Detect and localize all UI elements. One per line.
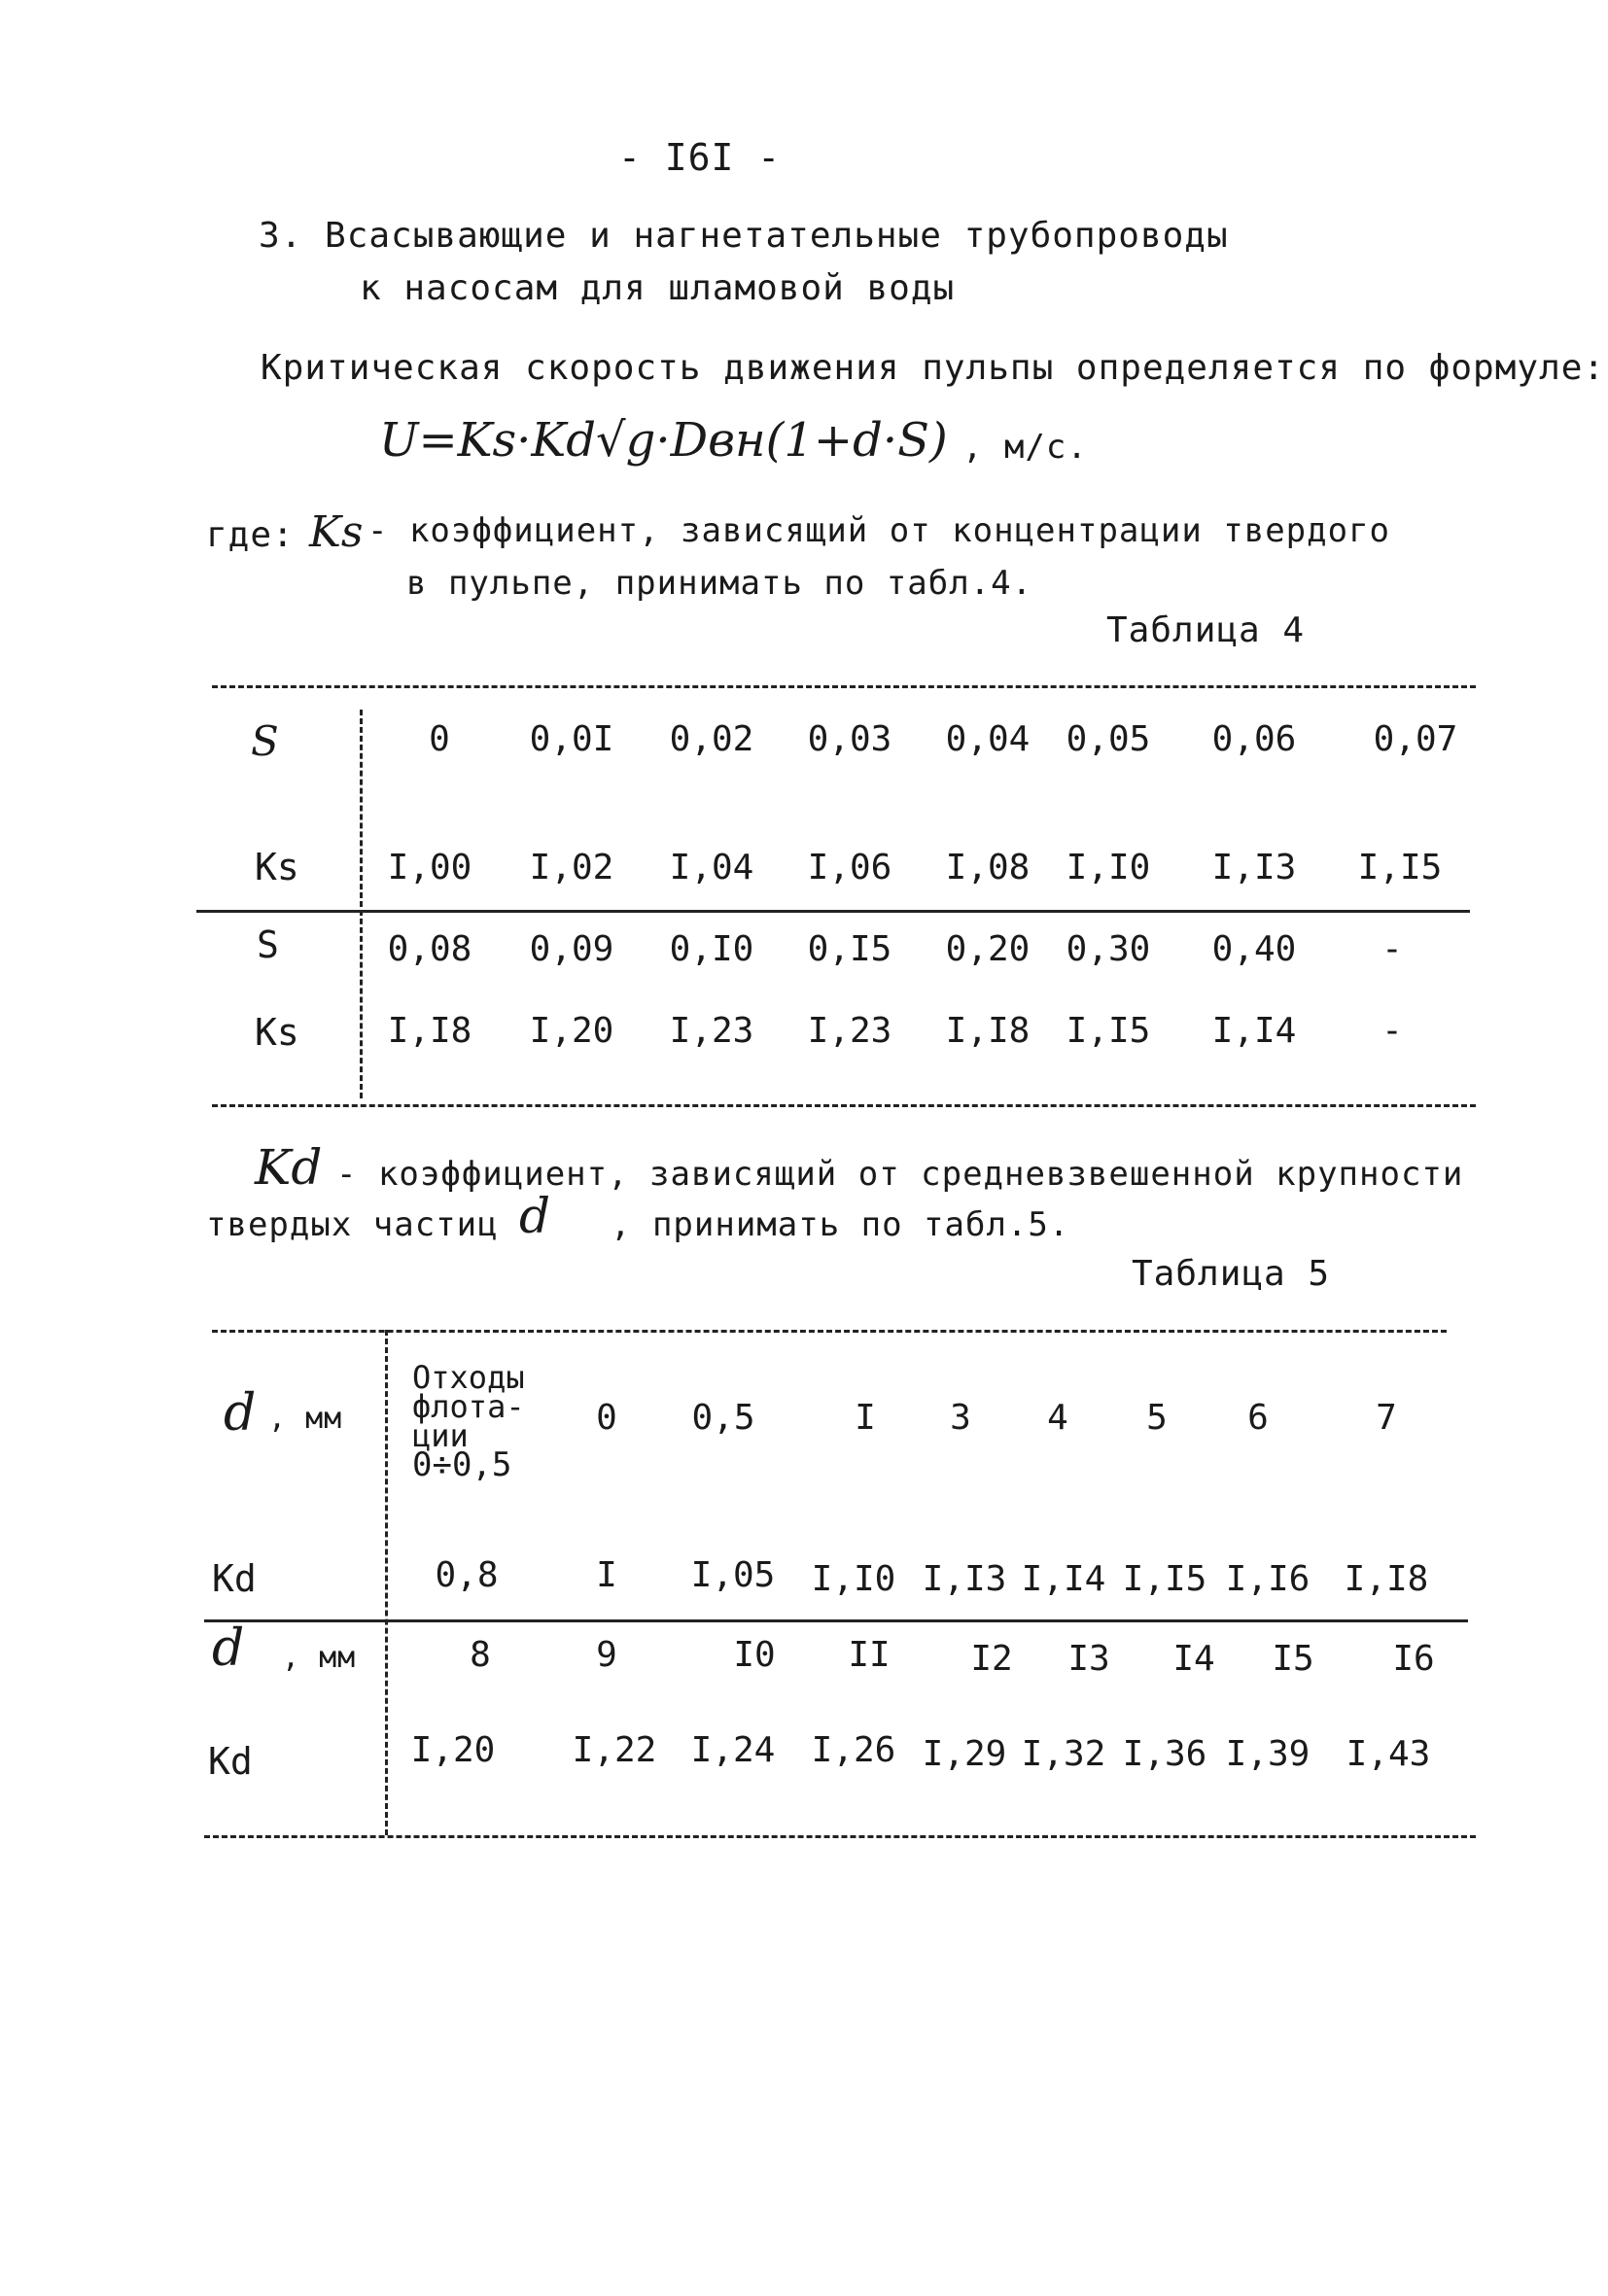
table-cell: 5 (1146, 1398, 1168, 1438)
section-title-line1: 3. Всасывающие и нагнетательные трубопроводы (259, 216, 1229, 256)
table5-row-d-unit-2: , мм (282, 1641, 357, 1675)
kd-symbol: Kd (255, 1139, 323, 1196)
table5-column-divider (385, 1330, 388, 1835)
table-cell: I,I4 (1021, 1559, 1106, 1599)
formula: U=Ks·Kd√g·Dвн(1+d·S) (379, 413, 948, 468)
table-cell: 0,40 (1211, 929, 1297, 969)
table-cell: I,I8 (387, 1011, 472, 1051)
table-cell: 0,I5 (807, 929, 892, 969)
table-cell: 0,20 (945, 929, 1031, 969)
kd-def-text2a: твердых частиц (206, 1205, 499, 1244)
table5-row-d-label: d (224, 1384, 257, 1443)
table-cell: 0,0I (529, 719, 614, 759)
table-cell: - (1381, 1011, 1403, 1051)
table-cell: I,22 (572, 1730, 657, 1770)
table-cell: I,I3 (922, 1559, 1007, 1599)
table-cell: 0,07 (1373, 719, 1458, 759)
table-cell: 0,05 (1066, 719, 1151, 759)
table4-bottom-rule (212, 1104, 1476, 1107)
flotation-line-4: 0÷0,5 (412, 1445, 512, 1484)
table-cell: 0,04 (945, 719, 1031, 759)
table-cell: I3 (1067, 1639, 1110, 1679)
table-cell: 0,08 (387, 929, 472, 969)
table5-bottom-rule (204, 1835, 1476, 1838)
table-cell: 0 (596, 1398, 617, 1438)
table4-row-ks-label-2: Ks (255, 1011, 299, 1054)
table5-row-d-label-2: d (212, 1619, 245, 1678)
table4-row-s-label-2: S (257, 923, 279, 966)
table-cell: I,29 (922, 1734, 1007, 1774)
table-cell: 8 (470, 1635, 491, 1675)
table5-row-kd-label-2: Kd (208, 1740, 253, 1783)
table5-row-kd-label: Kd (212, 1557, 257, 1600)
kd-d-symbol: d (519, 1188, 551, 1244)
table-cell: I,36 (1122, 1734, 1207, 1774)
table-cell: I4 (1172, 1639, 1215, 1679)
table-cell: I,I0 (1066, 848, 1151, 887)
table5-row-d-unit: , мм (268, 1402, 343, 1436)
table-cell: I,23 (807, 1011, 892, 1051)
kd-def-text2b: , принимать по табл.5. (611, 1205, 1070, 1244)
table5-mid-rule (204, 1619, 1468, 1622)
section-title-line2: к насосам для шламовой воды (360, 268, 956, 308)
table-cell: 0,8 (435, 1555, 499, 1595)
table4-mid-rule (196, 910, 1470, 913)
table-cell: I,I5 (1122, 1559, 1207, 1599)
table5-top-rule (212, 1330, 1447, 1333)
table-cell: - (1381, 929, 1403, 969)
table-cell: I,I8 (945, 1011, 1031, 1051)
table-cell: I,08 (945, 848, 1031, 887)
table4-caption: Таблица 4 (1106, 610, 1306, 650)
flotation-line-2: флота- (412, 1388, 525, 1425)
flotation-line-3: ции (412, 1417, 469, 1454)
table-cell: I0 (733, 1635, 776, 1675)
ks-def-text2: в пульпе, принимать по табл.4. (406, 564, 1033, 603)
formula-units: , м/с. (962, 428, 1088, 467)
table-cell: 0,09 (529, 929, 614, 969)
table-cell: 3 (950, 1398, 971, 1438)
table-cell: I,I4 (1211, 1011, 1297, 1051)
table5-caption: Таблица 5 (1132, 1254, 1331, 1294)
ks-symbol: Ks (309, 507, 364, 557)
table-cell: I,05 (690, 1555, 776, 1595)
table-cell: I,06 (807, 848, 892, 887)
table-cell: I (855, 1398, 876, 1438)
table-cell: I,20 (410, 1730, 496, 1770)
table-cell: I,32 (1021, 1734, 1106, 1774)
table-cell: II (848, 1635, 891, 1675)
table-cell: I,26 (811, 1730, 896, 1770)
table-cell: 4 (1047, 1398, 1068, 1438)
table-cell: I,02 (529, 848, 614, 887)
table4-top-rule (212, 685, 1476, 688)
table-cell: I,I5 (1357, 848, 1443, 887)
intro-text: Критическая скорость движения пульпы определяется по формуле: (261, 348, 1606, 388)
table-cell: 0,I0 (669, 929, 754, 969)
table-cell: 7 (1376, 1398, 1397, 1438)
table-cell: 0,06 (1211, 719, 1297, 759)
table4-column-divider (360, 710, 363, 1098)
kd-def-text1: - коэффициент, зависящий от средневзвешенной крупности (336, 1155, 1464, 1194)
table-cell: I,I3 (1211, 848, 1297, 887)
table-cell: I6 (1392, 1639, 1435, 1679)
table-cell: I,04 (669, 848, 754, 887)
table-cell: 0,5 (691, 1398, 755, 1438)
flotation-line-1: Отходы (412, 1359, 525, 1396)
table-cell: 0,30 (1066, 929, 1151, 969)
table4-row-ks-label: Ks (255, 846, 299, 888)
table-cell: I,00 (387, 848, 472, 887)
table-cell: I,20 (529, 1011, 614, 1051)
table-cell: I,I6 (1225, 1559, 1311, 1599)
table-cell: 0,03 (807, 719, 892, 759)
table-cell: 0 (429, 719, 450, 759)
table-cell: I,39 (1225, 1734, 1311, 1774)
table-cell: I,43 (1346, 1734, 1431, 1774)
table-cell: I,I0 (811, 1559, 896, 1599)
table-cell: I,I5 (1066, 1011, 1151, 1051)
table5-flotation-cell (412, 1359, 525, 1484)
table-cell: I5 (1272, 1639, 1314, 1679)
table-cell: I,24 (690, 1730, 776, 1770)
table-cell: 6 (1247, 1398, 1269, 1438)
ks-def-text1: - коэффициент, зависящий от концентрации твердого (367, 511, 1391, 550)
table-cell: 0,02 (669, 719, 754, 759)
table-cell: I,23 (669, 1011, 754, 1051)
table-cell: 9 (596, 1635, 617, 1675)
table-cell: I,I8 (1344, 1559, 1429, 1599)
page-number: - I6I - (618, 136, 782, 179)
table-cell: I (596, 1555, 617, 1595)
table-cell: I2 (970, 1639, 1013, 1679)
table4-row-s-label: S (251, 717, 279, 765)
ks-def-prefix: где: (206, 515, 295, 555)
